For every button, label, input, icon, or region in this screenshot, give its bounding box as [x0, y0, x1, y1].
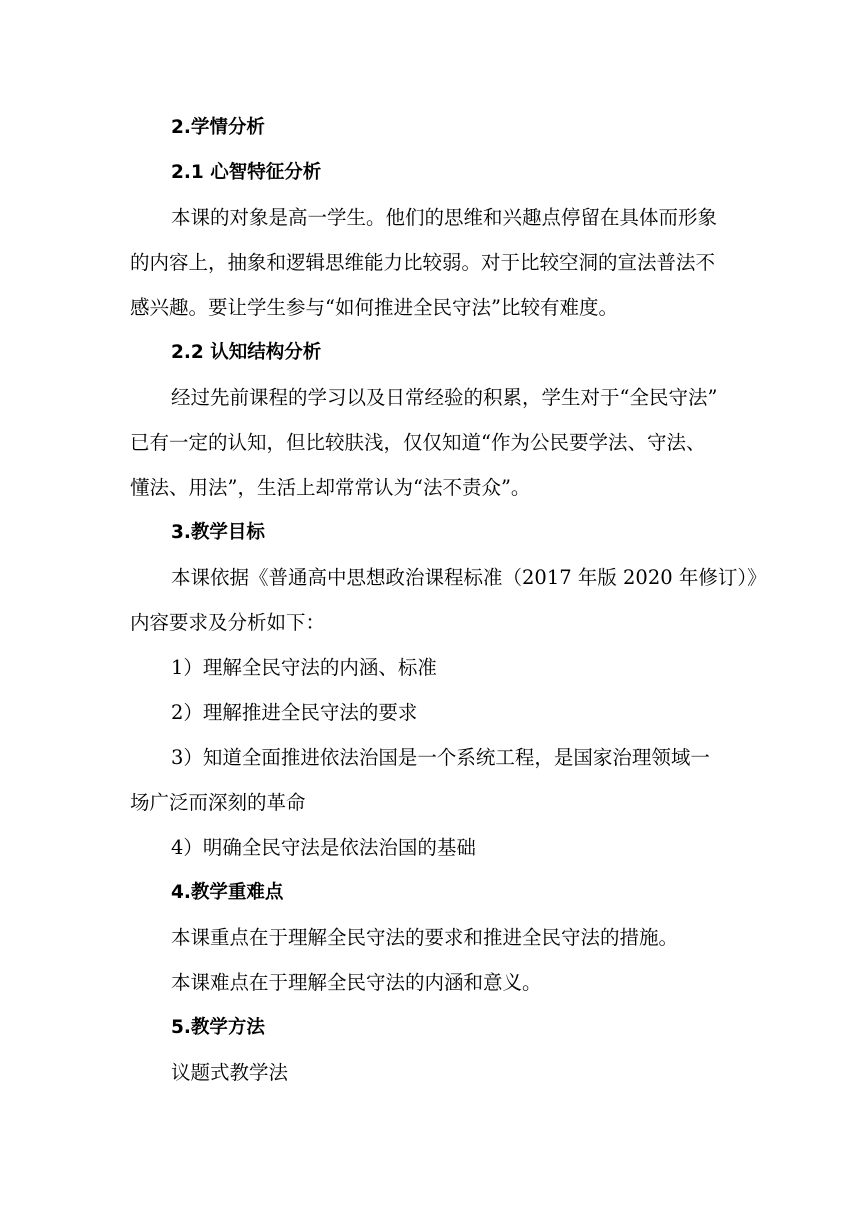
section-5-heading: 5.教学方法 — [171, 1017, 265, 1038]
goal-item-3: 3）知道全面推进依法治国是一个系统工程，是国家治理领域一 — [171, 746, 710, 769]
section-3-intro-line-1: 本课依据《普通高中思想政治课程标准（2017 年版 2020 年修订）》 — [171, 566, 767, 589]
goal-item-2: 2）理解推进全民守法的要求 — [171, 701, 418, 724]
section-2-2-line-3: 懂法、用法”，生活上却常常认为“法不责众”。 — [130, 476, 531, 499]
section-5-line-1: 议题式教学法 — [171, 1061, 289, 1084]
section-3-intro-line-2: 内容要求及分析如下： — [130, 611, 326, 634]
section-2-2-line-1: 经过先前课程的学习以及日常经验的积累，学生对于“全民守法” — [171, 386, 718, 409]
section-4-line-1: 本课重点在于理解全民守法的要求和推进全民守法的措施。 — [171, 926, 679, 949]
section-3-heading: 3.教学目标 — [171, 522, 265, 543]
goal-item-1: 1）理解全民守法的内涵、标准 — [171, 656, 437, 679]
section-2-heading: 2.学情分析 — [171, 117, 265, 138]
section-2-2-line-2: 已有一定的认知，但比较肤浅，仅仅知道“作为公民要学法、守法、 — [130, 431, 706, 454]
section-2-2-heading: 2.2 认知结构分析 — [171, 342, 322, 363]
section-2-1-line-2: 的内容上，抽象和逻辑思维能力比较弱。对于比较空洞的宣法普法不 — [130, 251, 716, 274]
section-2-1-line-1: 本课的对象是高一学生。他们的思维和兴趣点停留在具体而形象 — [171, 206, 718, 229]
goal-item-4: 4）明确全民守法是依法治国的基础 — [171, 836, 476, 859]
section-2-1-line-3: 感兴趣。要让学生参与“如何推进全民守法”比较有难度。 — [130, 296, 618, 319]
section-2-1-heading: 2.1 心智特征分析 — [171, 162, 322, 183]
section-4-heading: 4.教学重难点 — [171, 882, 284, 903]
section-4-line-2: 本课难点在于理解全民守法的内涵和意义。 — [171, 971, 542, 994]
goal-item-3-continued: 场广泛而深刻的革命 — [130, 791, 306, 814]
